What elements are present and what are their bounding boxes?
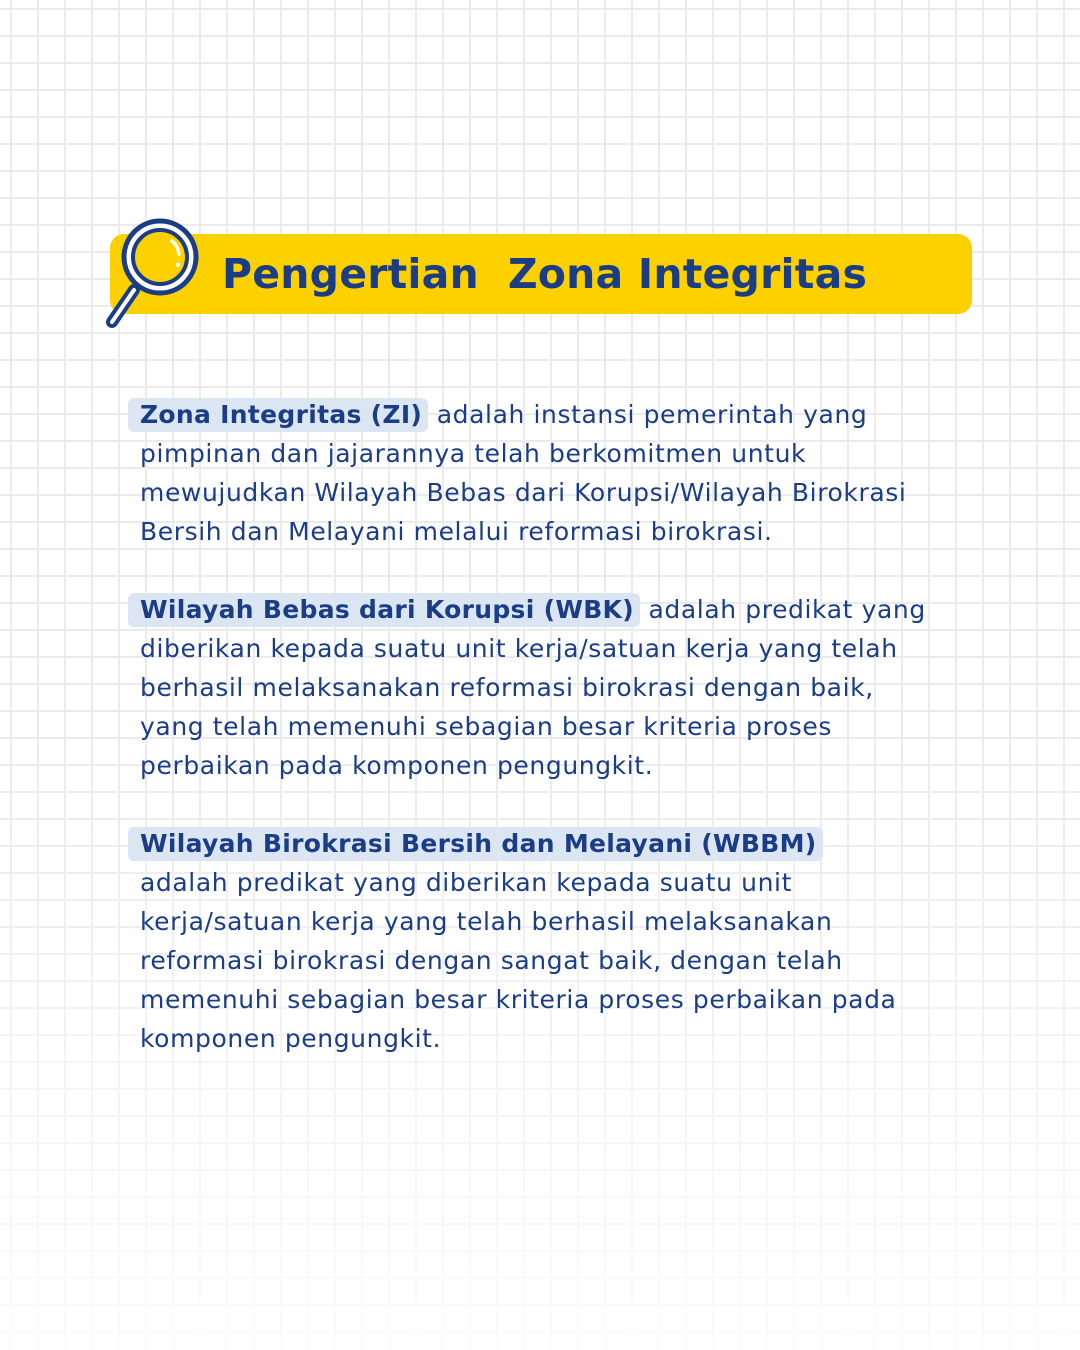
- definition-text: kerja/satuan kerja yang telah berhasil melaksanakan: [140, 907, 833, 936]
- definition-text: komponen pengungkit.: [140, 1024, 442, 1053]
- definition-text: mewujudkan Wilayah Bebas dari Korupsi/Wilayah Birokrasi: [140, 478, 907, 507]
- magnifying-glass-icon: [100, 212, 212, 336]
- definition-text: pimpinan dan jajarannya telah berkomitmen untuk: [140, 439, 807, 468]
- definition-text: berhasil melaksanakan reformasi birokrasi dengan baik,: [140, 673, 874, 702]
- definition-text: perbaikan pada komponen pengungkit.: [140, 751, 654, 780]
- definition-wbk: [140, 590, 990, 785]
- definition-text: adalah instansi pemerintah yang: [428, 400, 868, 429]
- definition-wbbm: [140, 824, 990, 1058]
- definition-text: yang telah memenuhi sebagian besar kriteria proses: [140, 712, 832, 741]
- definition-text: adalah predikat yang diberikan kepada suatu unit: [140, 868, 792, 897]
- definition-text: memenuhi sebagian besar kriteria proses perbaikan pada: [140, 985, 897, 1014]
- definition-text: adalah predikat yang: [639, 595, 926, 624]
- definition-text: reformasi birokrasi dengan sangat baik, dengan telah: [140, 946, 843, 975]
- definitions-list: [140, 395, 990, 1097]
- definition-zi: [140, 395, 990, 551]
- term-highlight-wbbm: Wilayah Birokrasi Bersih dan Melayani (WBBM): [128, 827, 823, 861]
- term-highlight-wbk: Wilayah Bebas dari Korupsi (WBK): [128, 593, 640, 627]
- definition-text: diberikan kepada suatu unit kerja/satuan kerja yang telah: [140, 634, 898, 663]
- definition-text: Bersih dan Melayani melalui reformasi birokrasi.: [140, 517, 773, 546]
- term-highlight-zi: Zona Integritas (ZI): [128, 398, 428, 432]
- page-title: Pengertian Zona Integritas: [222, 250, 868, 298]
